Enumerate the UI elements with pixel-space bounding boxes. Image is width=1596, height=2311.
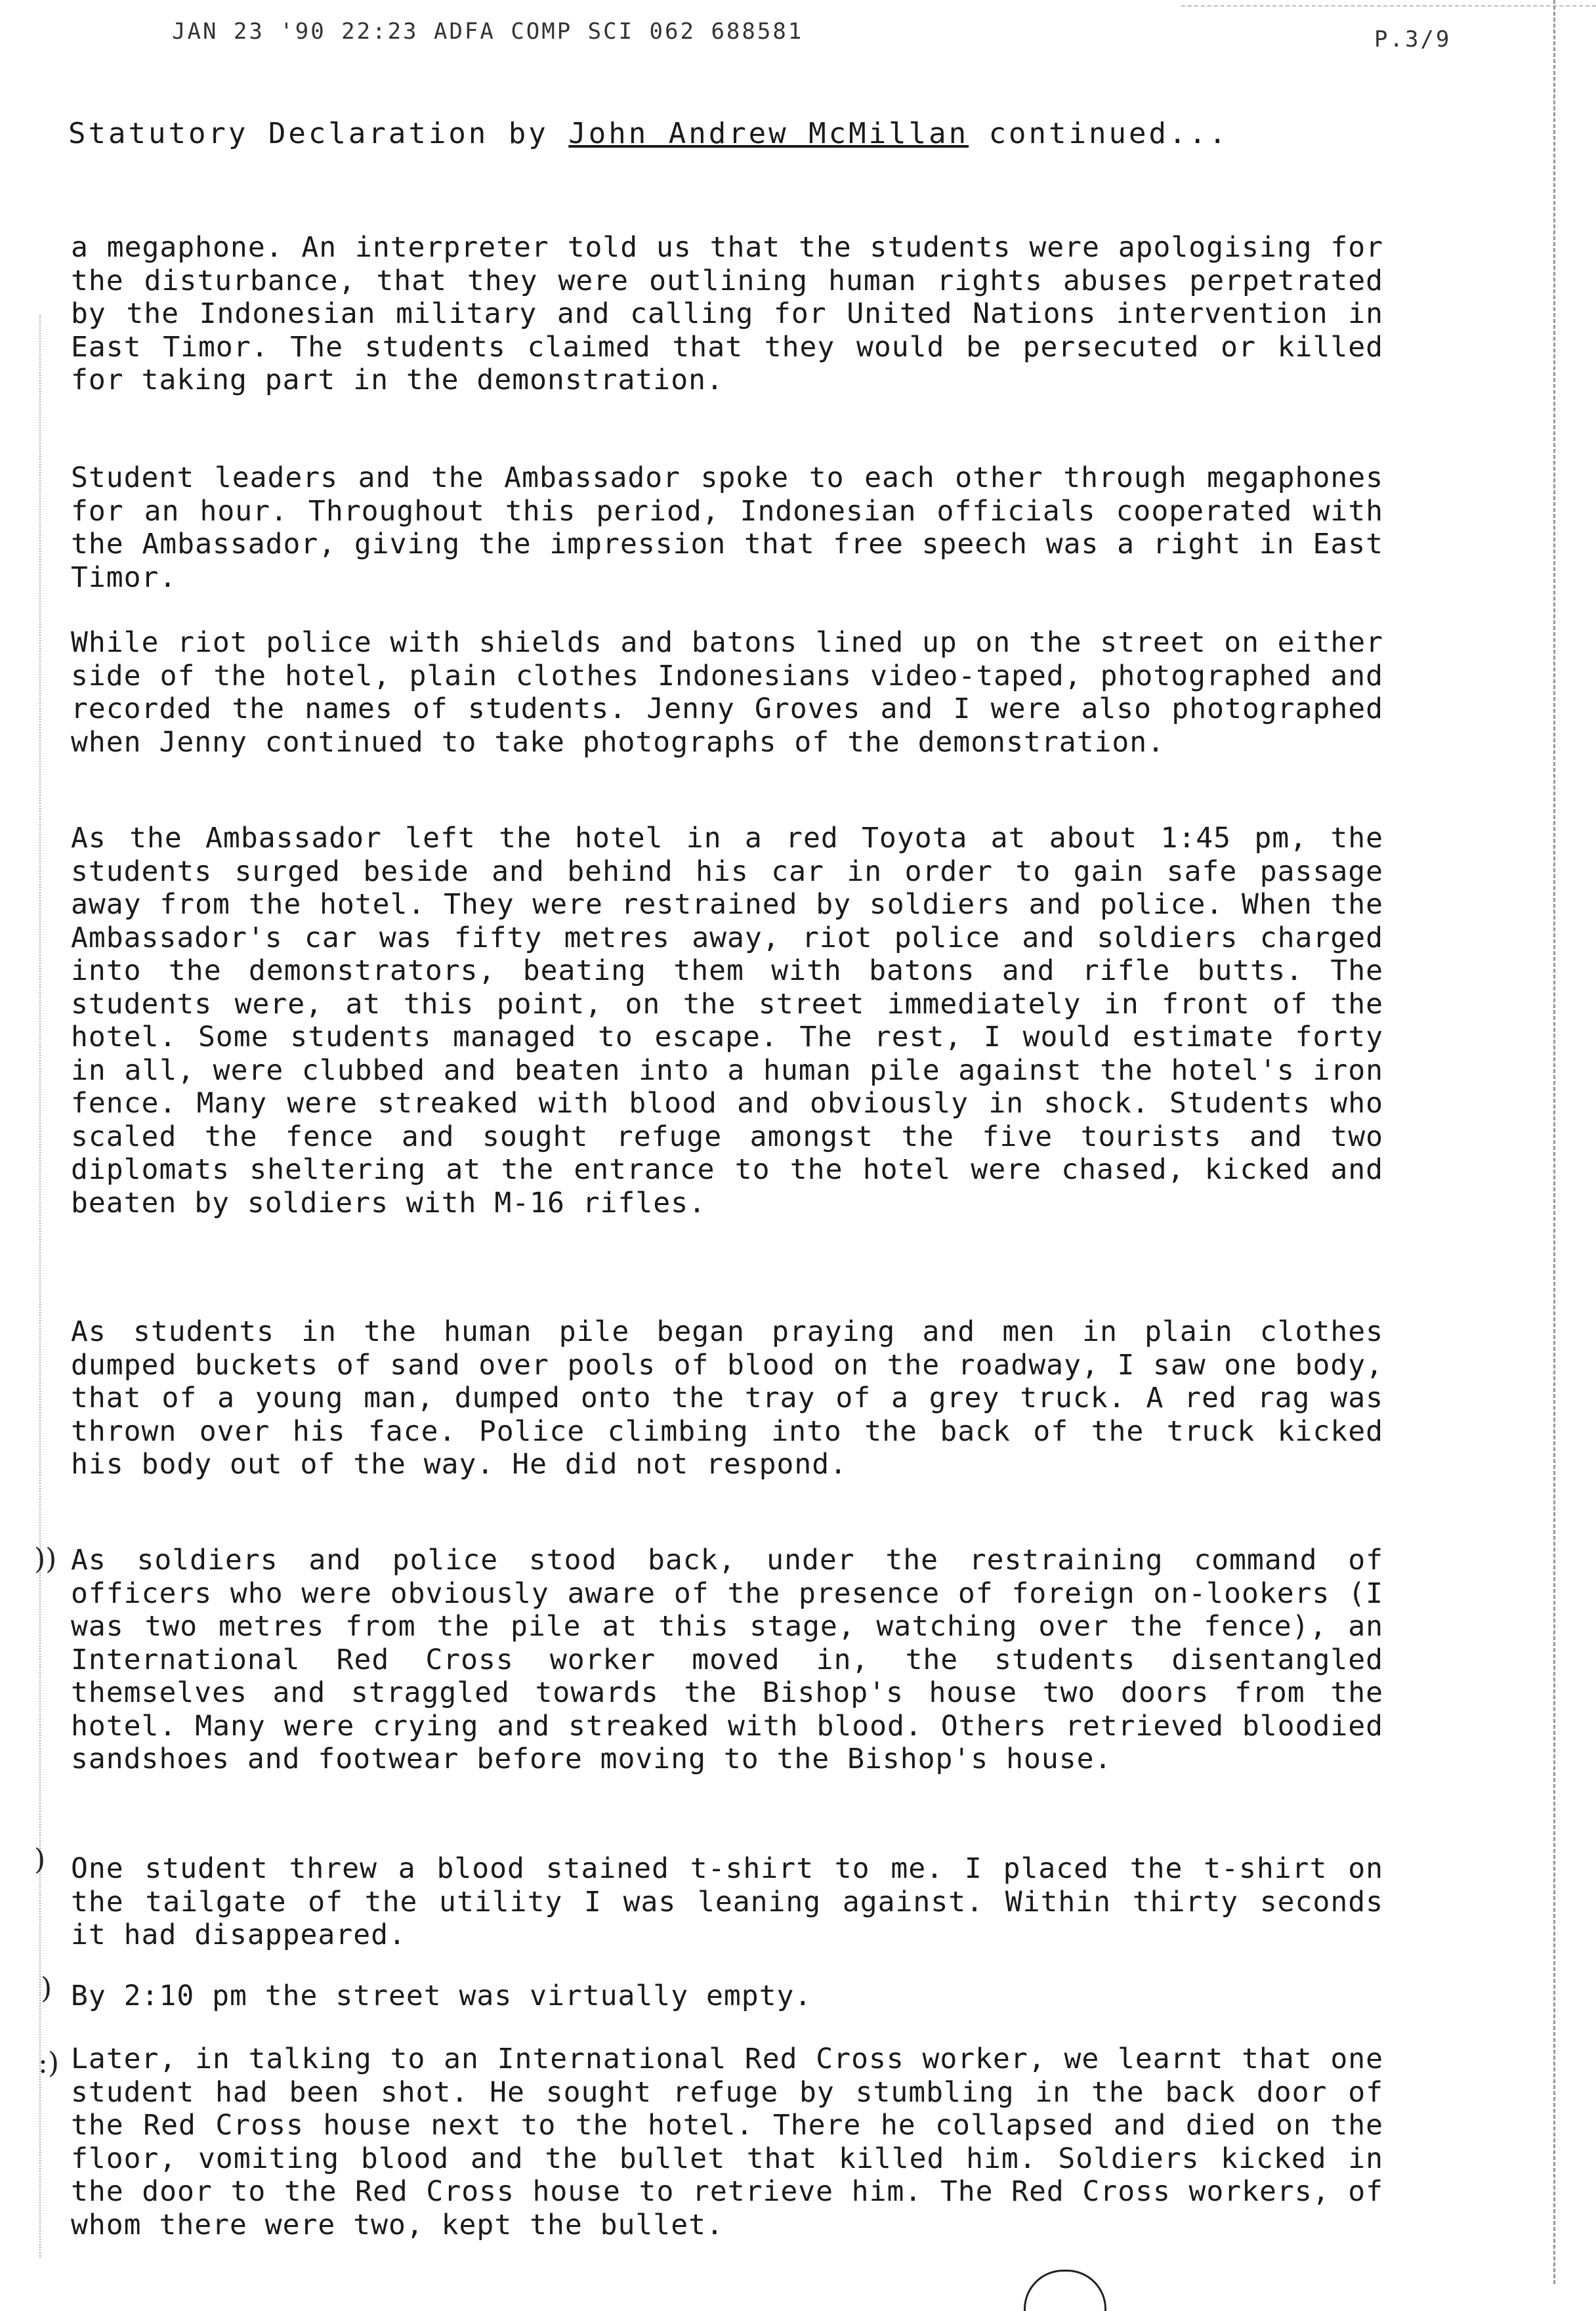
paragraph-student-shot: Later, in talking to an International Red Cross worker, we learnt that one student had been shot. He sought refuge by stumbling in the back door of the Red Cross house next to the hotel. There he collapsed and died on the floor, vomiting blood and the bullet that killed him. Soldiers kicked in the door to the Red Cross house to retrieve him. The Red Cross workers, of whom there were two, kept the bullet. (71, 2043, 1383, 2241)
paragraph-student-leaders: Student leaders and the Ambassador spoke to each other through megaphones for an hour. Throughout this period, Indonesian officials cooperated with the Ambassador, giving the impression that free speech was a right in East Timor. (71, 461, 1383, 594)
paragraph-street-empty: By 2:10 pm the street was virtually empty. (71, 1980, 812, 2012)
fax-right-edge (1553, 0, 1555, 2284)
paragraph-ambassador-left: As the Ambassador left the hotel in a red Toyota at about 1:45 pm, the students surged beside and behind his car in order to gain safe passage away from the hotel. They were restrained by soldiers and police. When the Ambassador's car was fifty metres away, riot police and soldiers charged into the demonstrators, beating them with batons and rifle butts. The students were, at this point, on the street immediately in front of the hotel. Some students managed to escape. The rest, I would estimate forty in all, were clubbed and beaten into a human pile against the hotel's iron fence. Many were streaked with blood and obviously in shock. Students who scaled the fence and sought refuge amongst the five tourists and two diplomats sheltering at the entrance to the hotel were chased, kicked and beaten by soldiers with M-16 rifles. (71, 822, 1383, 1219)
fax-top-edge (1181, 5, 1596, 7)
paragraph-soldiers-stood-back: As soldiers and police stood back, under the restraining command of officers who were obviously aware of the presence of foreign on-lookers (I was two metres from the pile at this stage, watching over the fence), an International Red Cross worker moved in, the students disentangled themselves and straggled towards the Bishop's house two doors from the hotel. Many were crying and streaked with blood. Others retrieved bloodied sandshoes and footwear before moving to the Bishop's house. (71, 1544, 1383, 1775)
margin-mark: ) (34, 1843, 46, 1876)
stamp-mark (1024, 2270, 1106, 2311)
declarant-name: John Andrew McMillan (568, 117, 969, 150)
page-number: P.3/9 (1374, 26, 1452, 53)
paragraph-megaphone: a megaphone. An interpreter told us that the students were apologising for the disturbance, that they were outlining human rights abuses perpetrated by the Indonesian military and calling for United Nations intervention in East Timor. The students claimed that they would be persecuted or killed for taking part in the demonstration. (71, 231, 1383, 396)
paragraph-t-shirt: One student threw a blood stained t-shirt to me. I placed the t-shirt on the tailgate of the utility I was leaning against. Within thirty seconds it had disappeared. (71, 1852, 1383, 1951)
fax-left-edge (39, 315, 41, 2258)
margin-mark: ) (41, 1972, 52, 2005)
margin-mark: )) (34, 1542, 57, 1576)
heading-suffix: continued... (969, 117, 1229, 150)
paragraph-riot-police: While riot police with shields and batons lined up on the street on either side of the hotel, plain clothes Indonesians video-taped, photographed and recorded the names of students. Jenny Groves and I were also photographed when Jenny continued to take photographs of the demonstration. (71, 626, 1383, 759)
heading-prefix: Statutory Declaration by (68, 117, 569, 150)
paragraph-human-pile: As students in the human pile began praying and men in plain clothes dumped buckets of sand over pools of blood on the roadway, I saw one body, that of a young man, dumped onto the tray of a grey truck. A red rag was thrown over his face. Police climbing into the back of the truck kicked his body out of the way. He did not respond. (71, 1315, 1383, 1481)
fax-transmission-line: JAN 23 '90 22:23 ADFA COMP SCI 062 688581 (172, 18, 804, 45)
margin-mark: :) (38, 2046, 59, 2080)
fax-header (172, 18, 1484, 51)
document-heading (68, 117, 1315, 150)
